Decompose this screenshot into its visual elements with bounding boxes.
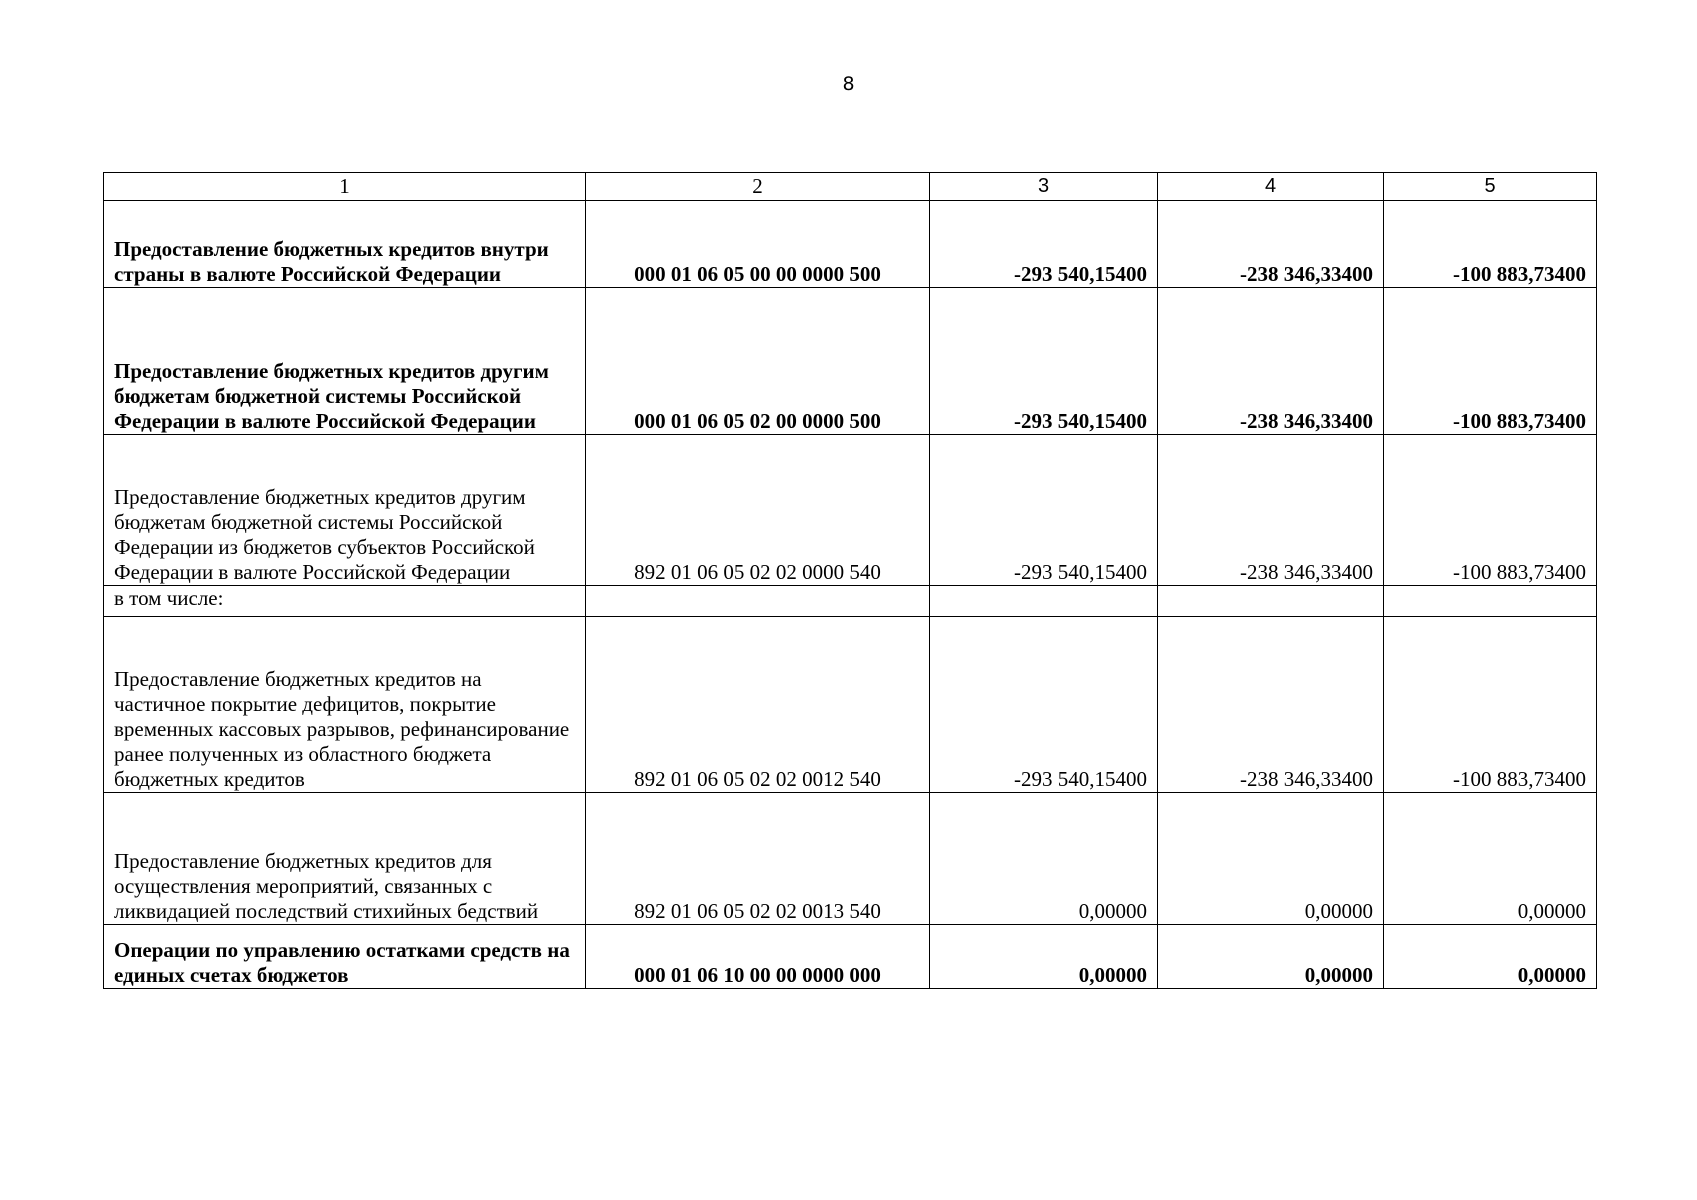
row-name: Предоставление бюджетных кредитов для осуществления мероприятий, связанных с ликвидацией последствий стихийных бедствий xyxy=(104,793,586,925)
row-code: 000 01 06 05 00 00 0000 500 xyxy=(586,201,930,288)
row-value-col5: -100 883,73400 xyxy=(1384,288,1597,435)
row-value-col5 xyxy=(1384,586,1597,617)
row-name: Предоставление бюджетных кредитов другим бюджетам бюджетной системы Российской Федерации из бюджетов субъектов Российской Федерации в валюте Российской Федерации xyxy=(104,435,586,586)
row-value-col3: 0,00000 xyxy=(930,793,1158,925)
row-value-col4: -238 346,33400 xyxy=(1158,201,1384,288)
table-row xyxy=(104,201,1597,288)
table-header-row xyxy=(104,173,1597,201)
row-value-col5: -100 883,73400 xyxy=(1384,617,1597,793)
row-code xyxy=(586,586,930,617)
table-row xyxy=(104,793,1597,925)
header-col-2: 2 xyxy=(586,173,930,201)
row-name: Предоставление бюджетных кредитов внутри страны в валюте Российской Федерации xyxy=(104,201,586,288)
row-code: 892 01 06 05 02 02 0000 540 xyxy=(586,435,930,586)
budget-sources-table xyxy=(103,172,1597,989)
row-value-col5: -100 883,73400 xyxy=(1384,201,1597,288)
row-name: Предоставление бюджетных кредитов другим бюджетам бюджетной системы Российской Федерации в валюте Российской Федерации xyxy=(104,288,586,435)
row-value-col4 xyxy=(1158,586,1384,617)
table-row xyxy=(104,435,1597,586)
table-row xyxy=(104,586,1597,617)
row-code: 000 01 06 05 02 00 0000 500 xyxy=(586,288,930,435)
header-col-3: 3 xyxy=(930,173,1158,201)
header-col-4: 4 xyxy=(1158,173,1384,201)
row-code: 892 01 06 05 02 02 0013 540 xyxy=(586,793,930,925)
row-value-col3: 0,00000 xyxy=(930,925,1158,989)
row-value-col4: -238 346,33400 xyxy=(1158,288,1384,435)
row-value-col4: 0,00000 xyxy=(1158,925,1384,989)
header-col-5: 5 xyxy=(1384,173,1597,201)
row-value-col3: -293 540,15400 xyxy=(930,201,1158,288)
row-name: в том числе: xyxy=(104,586,586,617)
row-value-col4: 0,00000 xyxy=(1158,793,1384,925)
row-value-col5: 0,00000 xyxy=(1384,925,1597,989)
row-code: 892 01 06 05 02 02 0012 540 xyxy=(586,617,930,793)
row-value-col4: -238 346,33400 xyxy=(1158,617,1384,793)
header-col-1: 1 xyxy=(104,173,586,201)
row-value-col3: -293 540,15400 xyxy=(930,435,1158,586)
row-name: Предоставление бюджетных кредитов на частичное покрытие дефицитов, покрытие временных кассовых разрывов, рефинансирование ранее полученных из областного бюджета бюджетных кредитов xyxy=(104,617,586,793)
table-row xyxy=(104,925,1597,989)
table-row xyxy=(104,617,1597,793)
row-value-col3: -293 540,15400 xyxy=(930,288,1158,435)
row-value-col3 xyxy=(930,586,1158,617)
table-row xyxy=(104,288,1597,435)
row-value-col4: -238 346,33400 xyxy=(1158,435,1384,586)
row-value-col3: -293 540,15400 xyxy=(930,617,1158,793)
row-name: Операции по управлению остатками средств на единых счетах бюджетов xyxy=(104,925,586,989)
row-value-col5: 0,00000 xyxy=(1384,793,1597,925)
page-number: 8 xyxy=(842,73,855,95)
row-code: 000 01 06 10 00 00 0000 000 xyxy=(586,925,930,989)
row-value-col5: -100 883,73400 xyxy=(1384,435,1597,586)
